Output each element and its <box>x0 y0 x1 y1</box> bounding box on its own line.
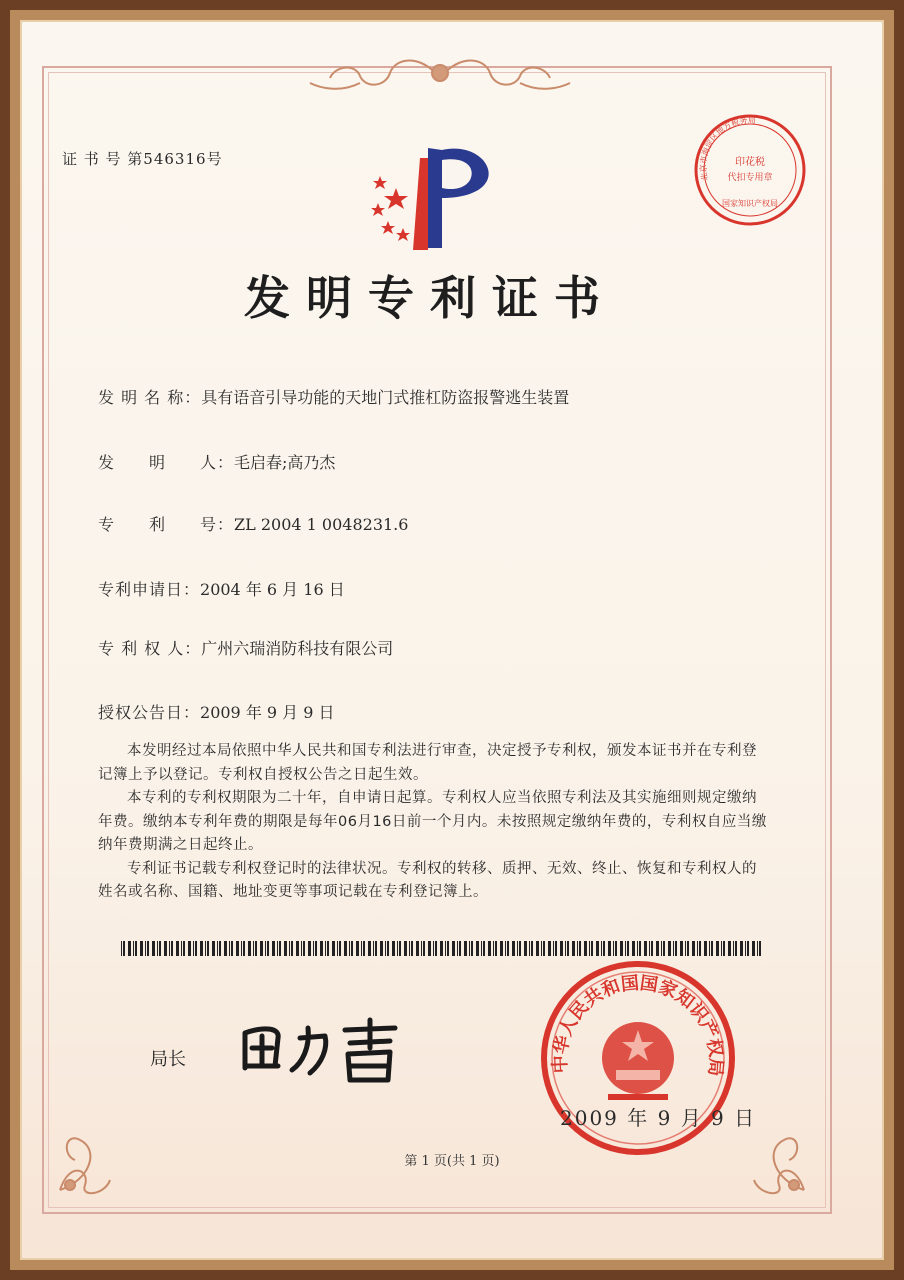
director-signature-icon <box>230 1008 410 1088</box>
body-paragraph: 本发明经过本局依照中华人民共和国专利法进行审查，决定授予专利权，颁发本证书并在专利登记簿上予以登记。专利权自授权公告之日起生效。 <box>98 743 757 783</box>
field-label: 专利申请日： <box>98 580 201 599</box>
field-inventor <box>98 450 335 473</box>
field-label: 发 明 人： <box>98 453 235 472</box>
body-paragraph: 本专利的专利权期限为二十年，自申请日起算。专利权人应当依照专利法及其实施细则规定缴纳年费。缴纳本专利年费的期限是每年06月16日前一个月内。未按照规定缴纳年费的，专利权自应当缴纳年费期满之日起终止。 <box>98 790 767 853</box>
field-patent-number <box>98 512 408 535</box>
certificate-number: 证 书 号 第546316号 <box>62 150 223 168</box>
field-value: 2009 年 9 月 9 日 <box>200 703 335 722</box>
field-grant-date <box>98 700 335 723</box>
top-ornament-icon <box>300 48 580 98</box>
issue-date: 2009 年 9 月 9 日 <box>560 1106 757 1130</box>
field-value: 2004 年 6 月 16 日 <box>200 580 345 599</box>
field-patentee <box>98 636 393 659</box>
field-invention-name <box>98 385 569 408</box>
tax-stamp-icon <box>690 110 810 230</box>
certificate-body <box>98 740 770 905</box>
field-label: 发 明 名 称： <box>98 388 202 407</box>
svg-text:代扣专用章: 代扣专用章 <box>727 173 773 183</box>
barcode-icon <box>121 941 761 956</box>
svg-text:北京市海淀区地方税务局: 北京市海淀区地方税务局 <box>698 115 756 182</box>
body-paragraph: 专利证书记载专利权登记时的法律状况。专利权的转移、质押、无效、终止、恢复和专利权人的姓名或名称、国籍、地址变更等事项记载在专利登记簿上。 <box>98 860 757 900</box>
field-value: 毛启春;高乃杰 <box>234 453 336 472</box>
svg-text:中华人民共和国国家知识产权局: 中华人民共和国国家知识产权局 <box>549 972 727 1078</box>
field-value: 具有语音引导功能的天地门式推杠防盗报警逃生装置 <box>201 388 570 407</box>
svg-text:印花税: 印花税 <box>735 157 765 168</box>
director-label: 局长 <box>150 1049 186 1070</box>
field-value: 广州六瑞消防科技有限公司 <box>201 639 394 658</box>
field-application-date <box>98 577 345 600</box>
svg-text:国家知识产权局: 国家知识产权局 <box>722 199 778 208</box>
field-value: ZL 2004 1 0048231.6 <box>234 515 409 534</box>
field-label: 授权公告日： <box>98 703 201 722</box>
field-label: 专 利 号： <box>98 515 235 534</box>
field-label: 专 利 权 人： <box>98 639 202 658</box>
page-title: 发明专利证书 <box>244 271 616 325</box>
page-number: 第 1 页(共 1 页) <box>404 1154 500 1169</box>
patent-office-logo-icon <box>358 128 508 258</box>
